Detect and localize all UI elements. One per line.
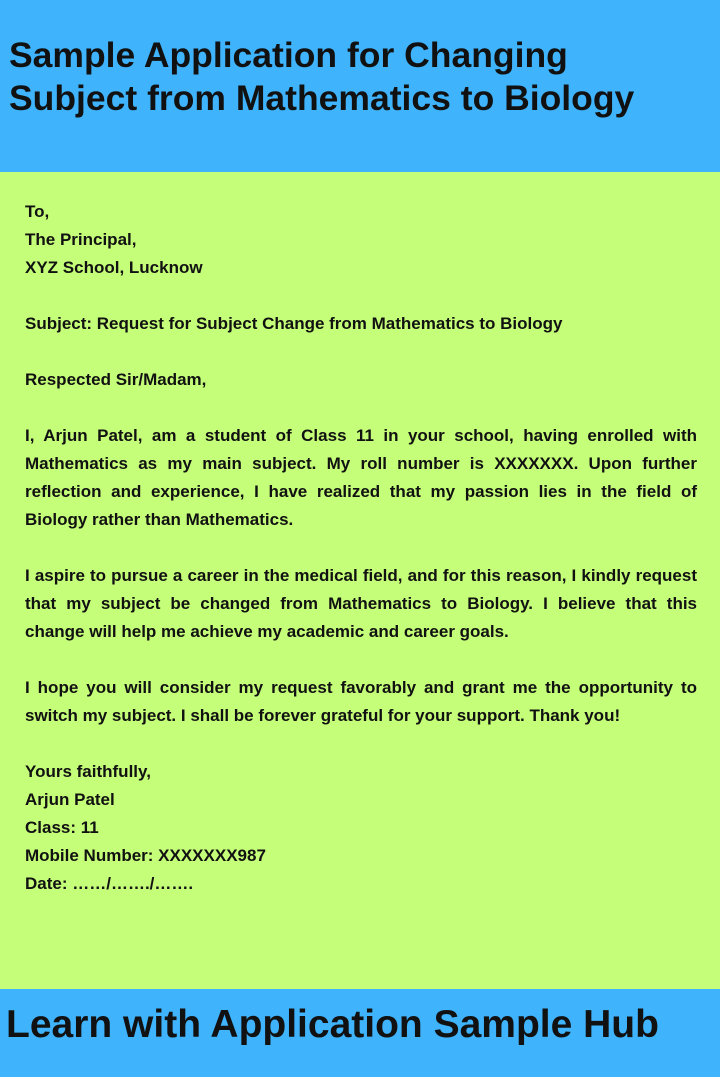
letter-paragraph-1: I, Arjun Patel, am a student of Class 11 in your school, having enrolled with Mathematics as my main subject. My roll number is XXXXXXX. Upon further reflection and experience, I have realized that my passion lies in the field of Biology rather than Mathematics. (25, 426, 697, 529)
header-banner (0, 0, 720, 172)
recipient-address: XYZ School, Lucknow (25, 258, 203, 277)
title-line-1: Sample Application for Changing (9, 35, 568, 75)
page-title (9, 34, 709, 120)
letter-paragraph-3: I hope you will consider my request favorably and grant me the opportunity to switch my subject. I shall be forever grateful for your support. Thank you! (25, 678, 697, 725)
signature-mobile: Mobile Number: XXXXXXX987 (25, 846, 266, 865)
footer-banner (0, 989, 720, 1077)
footer-text: Learn with Application Sample Hub (6, 1003, 659, 1046)
letter-closing: Yours faithfully, (25, 762, 151, 781)
title-line-2: Subject from Mathematics to Biology (9, 78, 635, 118)
letter-paragraph-2: I aspire to pursue a career in the medical field, and for this reason, I kindly request that my subject be changed from Mathematics to Biology. I believe that this change will help me achieve my academic and career goals. (25, 566, 697, 641)
letter-subject: Subject: Request for Subject Change from Mathematics to Biology (25, 314, 563, 333)
recipient-title: The Principal, (25, 230, 137, 249)
letter-greeting: Respected Sir/Madam, (25, 370, 207, 389)
letter-body (25, 198, 697, 898)
signature-class: Class: 11 (25, 818, 99, 837)
signature-date: Date: ……/……./……. (25, 874, 194, 893)
salutation-to: To, (25, 202, 50, 221)
signature-name: Arjun Patel (25, 790, 115, 809)
